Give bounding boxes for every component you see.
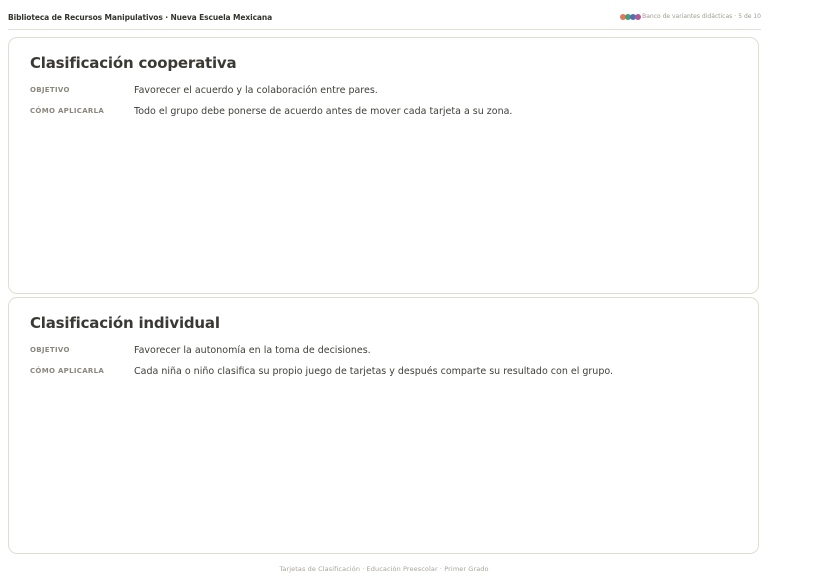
bank-label: Banco de variantes didácticas [642, 13, 733, 20]
objective-text: Favorecer el acuerdo y la colaboración entre pares. [134, 85, 378, 96]
page-footer: Tarjetas de Clasificación · Educación Preescolar · Primer Grado [279, 565, 489, 573]
apply-label: CÓMO APLICARLA [30, 367, 105, 375]
separator: · [734, 13, 737, 20]
objective-label: OBJETIVO [30, 346, 70, 354]
variant-card-cooperativa [8, 37, 759, 294]
purple-dot-icon [635, 14, 641, 20]
apply-label: CÓMO APLICARLA [30, 107, 105, 115]
page-indicator: 5 de 10 [738, 13, 761, 20]
card-title: Clasificación individual [30, 314, 220, 332]
color-dots-icon [620, 14, 640, 20]
variant-card-individual [8, 297, 759, 554]
apply-text: Todo el grupo debe ponerse de acuerdo antes de mover cada tarjeta a su zona. [134, 106, 513, 117]
apply-text: Cada niña o niño clasifica su propio juego de tarjetas y después comparte su resultado con el grupo. [134, 366, 614, 377]
page-header [8, 12, 761, 30]
header-meta [620, 13, 761, 20]
library-title: Biblioteca de Recursos Manipulativos · Nueva Escuela Mexicana [8, 13, 273, 22]
card-title: Clasificación cooperativa [30, 54, 237, 72]
objective-label: OBJETIVO [30, 86, 70, 94]
objective-text: Favorecer la autonomía en la toma de decisiones. [134, 345, 371, 356]
